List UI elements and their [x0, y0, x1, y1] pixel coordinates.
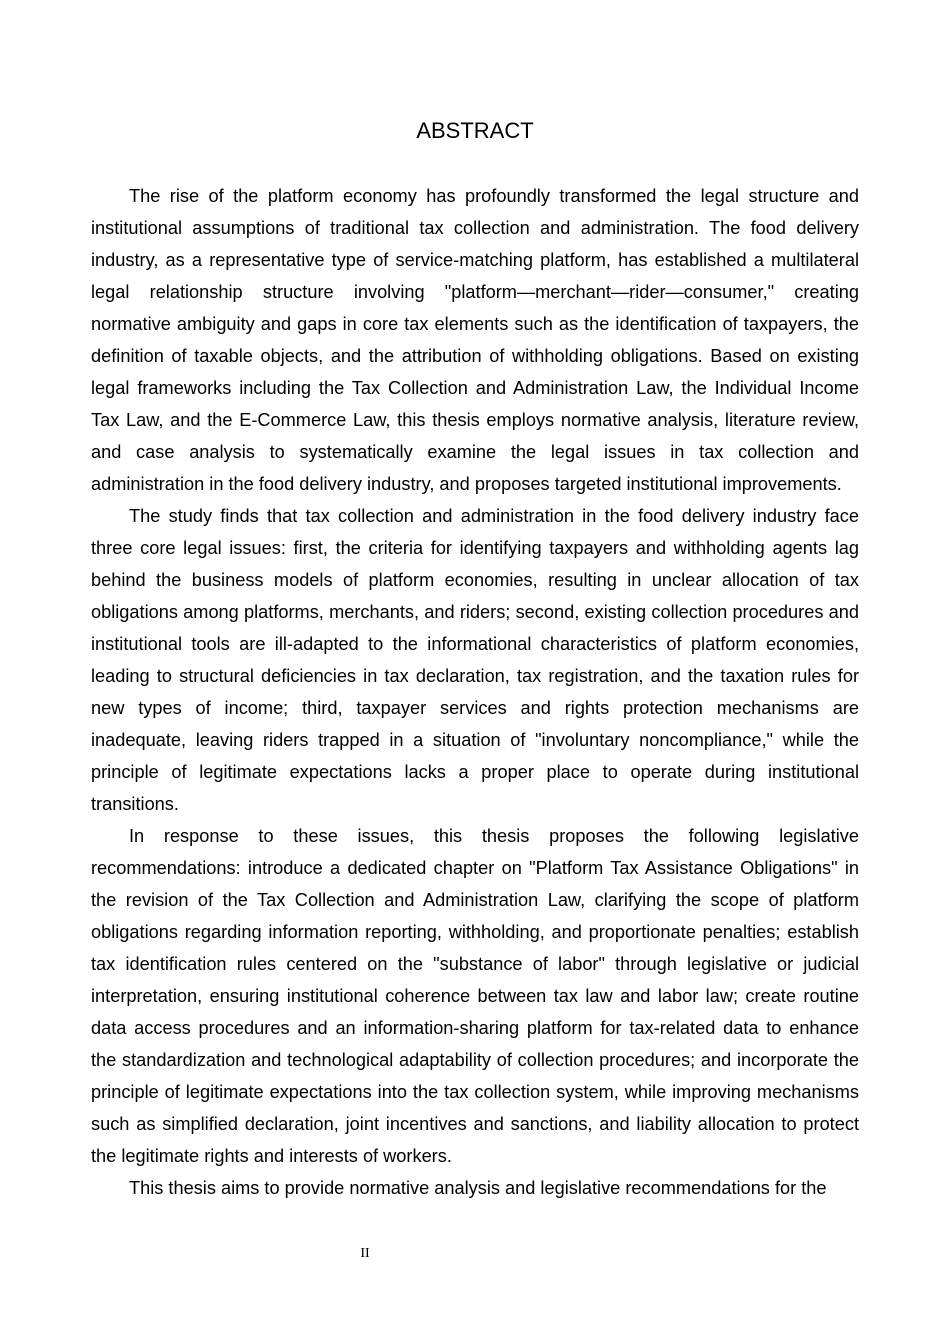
abstract-body	[91, 180, 859, 1204]
page-number: II	[360, 1246, 370, 1261]
abstract-paragraph-2: The study finds that tax collection and administration in the food delivery industry face three core legal issues: first, the criteria for identifying taxpayers and withholding agents lag behind the business models of platform economies, resulting in unclear allocation of tax obligations among platforms, merchants, and riders; second, existing collection procedures and institutional tools are ill-adapted to the informational characteristics of platform economies, leading to structural deficiencies in tax declaration, tax registration, and the taxation rules for new types of income; third, taxpayer services and rights protection mechanisms are inadequate, leaving riders trapped in a situation of "involuntary noncompliance," while the principle of legitimate expectations lacks a proper place to operate during institutional transitions.	[91, 506, 859, 814]
abstract-paragraph-1: The rise of the platform economy has profoundly transformed the legal structure and institutional assumptions of traditional tax collection and administration. The food delivery industry, as a representative type of service-matching platform, has established a multilateral legal relationship structure involving "platform—merchant—rider—consumer," creating normative ambiguity and gaps in core tax elements such as the identification of taxpayers, the definition of taxable objects, and the attribution of withholding obligations. Based on existing legal frameworks including the Tax Collection and Administration Law, the Individual Income Tax Law, and the E-Commerce Law, this thesis employs normative analysis, literature review, and case analysis to systematically examine the legal issues in tax collection and administration in the food delivery industry, and proposes targeted institutional improvements.	[91, 186, 859, 494]
abstract-paragraph-3: In response to these issues, this thesis proposes the following legislative recommendations: introduce a dedicated chapter on "Platform Tax Assistance Obligations" in the revision of the Tax Collection and Administration Law, clarifying the scope of platform obligations regarding information reporting, withholding, and proportionate penalties; establish tax identification rules centered on the "substance of labor" through legislative or judicial interpretation, ensuring institutional coherence between tax law and labor law; create routine data access procedures and an information-sharing platform for tax-related data to enhance the standardization and technological adaptability of collection procedures; and incorporate the principle of legitimate expectations into the tax collection system, while improving mechanisms such as simplified declaration, joint incentives and sanctions, and liability allocation to protect the legitimate rights and interests of workers.	[91, 826, 859, 1166]
abstract-paragraph-4: This thesis aims to provide normative analysis and legislative recommendations for the	[129, 1178, 827, 1198]
abstract-title: ABSTRACT	[416, 118, 534, 143]
